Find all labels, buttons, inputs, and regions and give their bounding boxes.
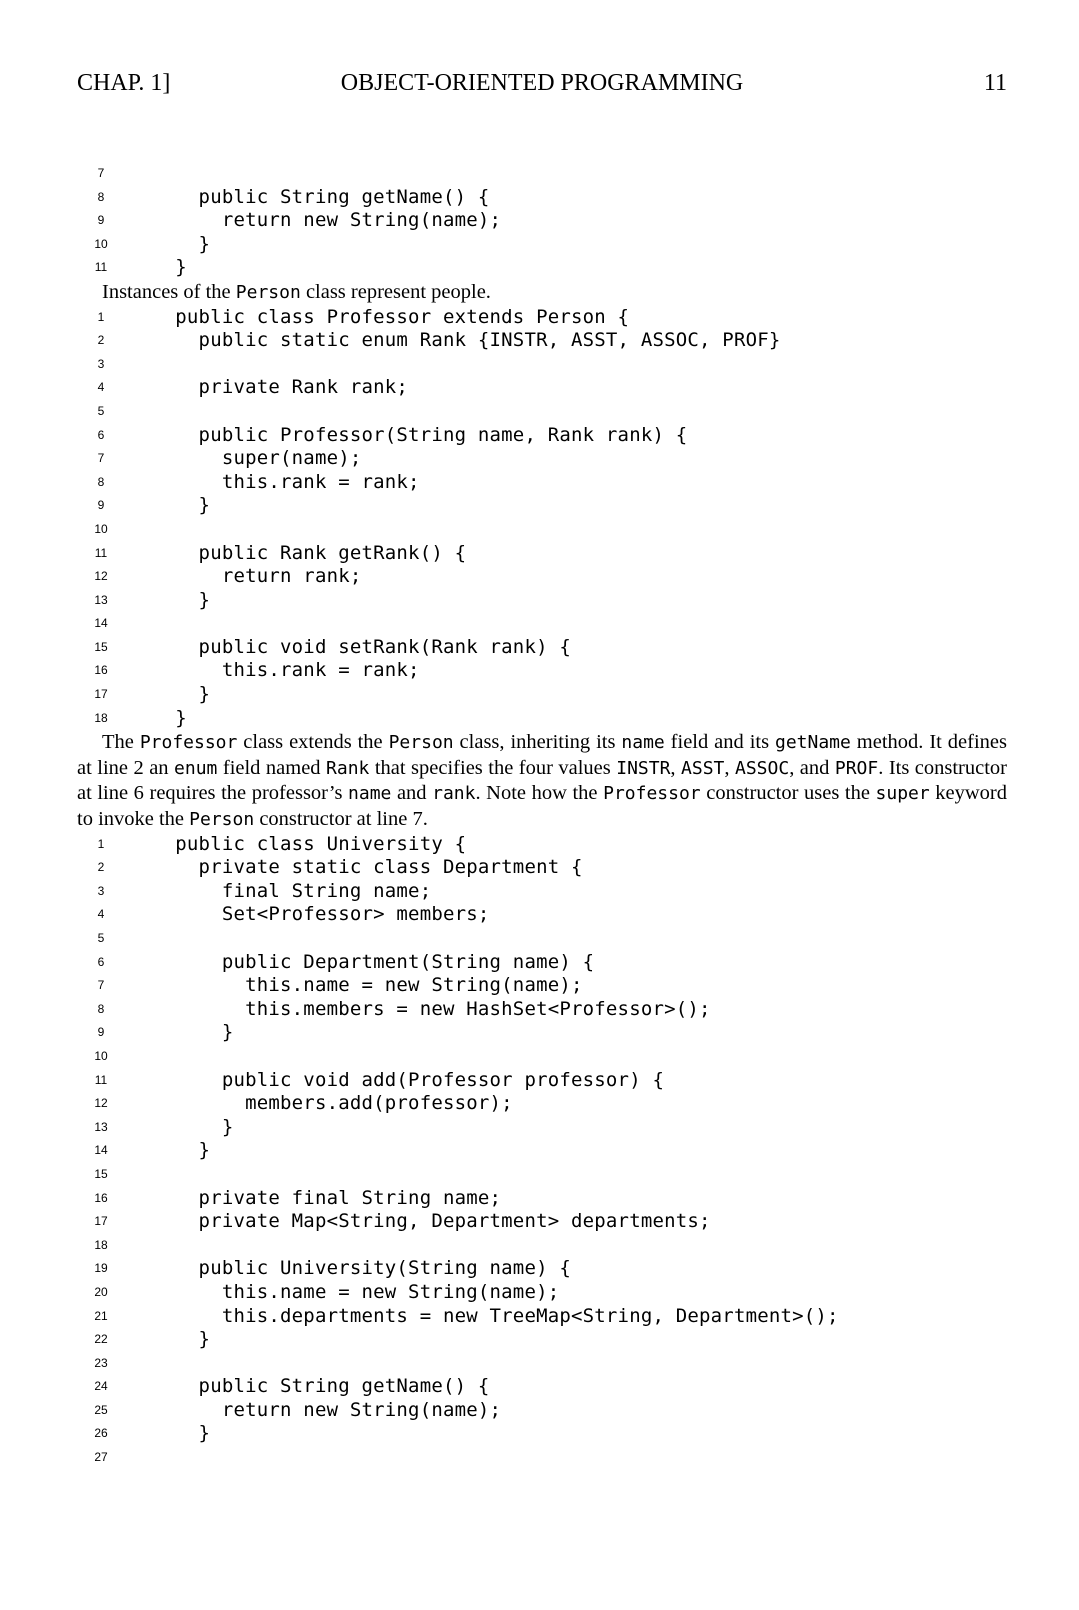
code-line <box>77 589 1007 613</box>
code-line <box>77 400 1007 424</box>
code-line <box>77 1021 1007 1045</box>
prose-text: method. It defines at line 2 an <box>77 731 1007 779</box>
line-number: 3 <box>97 883 105 898</box>
code-line <box>77 659 1007 683</box>
prose-text: constructor at line 7. <box>254 808 428 831</box>
code-line <box>77 1305 1007 1329</box>
code-text: public Rank getRank() { <box>152 541 467 564</box>
code-text: final String name; <box>152 879 432 902</box>
inline-code: Professor <box>603 783 701 805</box>
page-number: 11 <box>983 70 1007 96</box>
code-line <box>77 542 1007 566</box>
prose-text: constructor uses the <box>700 782 876 805</box>
code-line <box>77 209 1007 233</box>
code-line <box>77 233 1007 257</box>
code-line <box>77 1234 1007 1258</box>
line-number: 10 <box>94 236 108 251</box>
line-number: 14 <box>94 616 108 631</box>
prose-text: field and its <box>664 731 775 754</box>
code-text: } <box>152 1021 234 1044</box>
code-text: this.rank = rank; <box>152 470 420 493</box>
code-text: } <box>152 232 211 255</box>
prose-text: that specifies the four values <box>369 756 617 779</box>
inline-code: super <box>875 783 930 805</box>
code-text: public class Professor extends Person { <box>152 305 630 328</box>
code-line <box>77 1116 1007 1140</box>
code-text: private static class Department { <box>152 856 583 879</box>
line-number: 7 <box>97 451 105 466</box>
line-number: 21 <box>94 1308 108 1323</box>
inline-code: Rank <box>326 757 370 779</box>
paragraph-professor-explanation <box>77 730 1007 832</box>
prose-text: and <box>391 782 433 805</box>
prose-text: field named <box>217 756 327 779</box>
code-text: } <box>152 1115 234 1138</box>
line-number: 24 <box>94 1379 108 1394</box>
line-number: 9 <box>97 1025 105 1040</box>
line-number: 8 <box>97 474 105 489</box>
code-text: return new String(name); <box>152 209 502 232</box>
inline-code: rank <box>432 783 476 805</box>
code-line <box>77 1399 1007 1423</box>
line-number: 13 <box>94 592 108 607</box>
line-number: 22 <box>94 1332 108 1347</box>
code-text: this.name = new String(name); <box>152 1280 560 1303</box>
inline-code: ASSOC <box>735 757 790 779</box>
code-line <box>77 1281 1007 1305</box>
code-line <box>77 998 1007 1022</box>
line-number: 16 <box>94 663 108 678</box>
line-number: 4 <box>97 380 105 395</box>
code-line <box>77 1446 1007 1470</box>
line-number: 17 <box>94 1214 108 1229</box>
chapter-label: CHAP. 1] <box>77 70 171 96</box>
code-text: members.add(professor); <box>152 1092 513 1115</box>
prose-text: The <box>102 731 140 754</box>
running-header <box>77 70 1007 104</box>
line-number: 6 <box>97 954 105 969</box>
code-text: } <box>152 1139 211 1162</box>
code-text: private Map<String, Department> departments; <box>152 1210 711 1233</box>
line-number: 18 <box>94 1237 108 1252</box>
prose-text: class extends the <box>237 731 389 754</box>
prose-text: , and <box>789 756 835 779</box>
line-number: 11 <box>94 1072 108 1087</box>
inline-code: ASST <box>681 757 725 779</box>
code-text: public static enum Rank {INSTR, ASST, ASSOC, PROF} <box>152 329 781 352</box>
line-number: 11 <box>94 545 108 560</box>
line-number: 12 <box>94 1096 108 1111</box>
code-text: } <box>152 494 211 517</box>
code-line <box>77 186 1007 210</box>
prose-text: Instances of the <box>102 280 236 303</box>
code-line <box>77 951 1007 975</box>
code-text: private final String name; <box>152 1186 502 1209</box>
prose-text: class, inheriting its <box>453 731 622 754</box>
code-line <box>77 1139 1007 1163</box>
line-number: 2 <box>97 333 105 348</box>
line-number: 10 <box>94 1048 108 1063</box>
code-line <box>77 256 1007 280</box>
code-line <box>77 880 1007 904</box>
code-line <box>77 329 1007 353</box>
code-line <box>77 683 1007 707</box>
prose-text: class represent people. <box>300 280 491 303</box>
code-text: return rank; <box>152 565 362 588</box>
code-line <box>77 1375 1007 1399</box>
code-line <box>77 1187 1007 1211</box>
line-number: 10 <box>94 521 108 536</box>
code-line <box>77 162 1007 186</box>
line-number: 5 <box>97 931 105 945</box>
line-number: 25 <box>94 1402 108 1417</box>
code-text: public class University { <box>152 832 467 855</box>
code-line <box>77 1257 1007 1281</box>
code-text: public Professor(String name, Rank rank) { <box>152 423 688 446</box>
line-number: 16 <box>94 1190 108 1205</box>
code-text: return new String(name); <box>152 1398 502 1421</box>
line-number: 5 <box>97 403 105 418</box>
code-line <box>77 1328 1007 1352</box>
code-text: private Rank rank; <box>152 376 409 399</box>
line-number: 1 <box>97 836 105 851</box>
code-line <box>77 1422 1007 1446</box>
code-line <box>77 1092 1007 1116</box>
code-text: super(name); <box>152 447 362 470</box>
code-line <box>77 447 1007 471</box>
code-text: } <box>152 683 211 706</box>
line-number: 2 <box>97 860 105 875</box>
line-number: 20 <box>94 1284 108 1299</box>
line-number: 18 <box>94 710 108 725</box>
line-number: 8 <box>97 189 105 204</box>
code-text: this.rank = rank; <box>152 659 420 682</box>
line-number: 23 <box>94 1355 108 1370</box>
code-line <box>77 903 1007 927</box>
code-line <box>77 856 1007 880</box>
line-number: 27 <box>94 1450 108 1465</box>
code-line <box>77 1352 1007 1376</box>
line-number: 26 <box>94 1426 108 1441</box>
code-text: } <box>152 256 187 279</box>
line-number: 7 <box>97 978 105 993</box>
code-line <box>77 376 1007 400</box>
code-text: } <box>152 706 187 729</box>
line-number: 4 <box>97 907 105 922</box>
code-line <box>77 424 1007 448</box>
code-line <box>77 636 1007 660</box>
prose-text: . Its constructor at line 6 requires the professor’s <box>77 756 1008 805</box>
prose-text: keyword to invoke the <box>77 782 1008 831</box>
line-number: 8 <box>97 1001 105 1016</box>
line-number: 6 <box>97 427 105 442</box>
inline-code: Person <box>189 809 255 831</box>
line-number: 15 <box>94 1166 108 1181</box>
code-line <box>77 565 1007 589</box>
code-listing-person-end <box>77 162 1007 280</box>
code-line <box>77 1163 1007 1187</box>
line-number: 13 <box>94 1119 108 1134</box>
code-line <box>77 1045 1007 1069</box>
code-line <box>77 927 1007 951</box>
inline-code: Person <box>388 732 454 754</box>
inline-code: name <box>348 783 392 805</box>
code-line <box>77 306 1007 330</box>
code-text: } <box>152 588 211 611</box>
line-number: 12 <box>94 569 108 584</box>
line-number: 17 <box>94 687 108 702</box>
inline-code: Professor <box>139 732 238 754</box>
line-number: 1 <box>97 309 105 324</box>
inline-code: name <box>621 732 665 754</box>
line-number: 11 <box>94 260 108 275</box>
code-line <box>77 518 1007 542</box>
code-line <box>77 494 1007 518</box>
code-text: this.departments = new TreeMap<String, Department>(); <box>152 1304 839 1327</box>
line-number: 9 <box>97 498 105 513</box>
prose-text: , <box>670 756 682 779</box>
prose-text: . Note how the <box>475 782 604 805</box>
code-line <box>77 707 1007 731</box>
inline-code: Person <box>235 281 301 303</box>
line-number: 7 <box>97 166 105 180</box>
line-number: 15 <box>94 639 108 654</box>
code-text: this.members = new HashSet<Professor>(); <box>152 997 711 1020</box>
prose-text: , <box>724 756 735 779</box>
inline-code: getName <box>775 732 851 754</box>
inline-code: PROF <box>834 757 879 779</box>
code-listing-university <box>77 833 1007 1470</box>
code-text: this.name = new String(name); <box>152 974 583 997</box>
line-number: 9 <box>97 213 105 228</box>
inline-code: enum <box>174 757 218 779</box>
code-text: public String getName() { <box>152 185 490 208</box>
paragraph-person <box>77 280 1007 306</box>
code-text: } <box>152 1328 211 1351</box>
code-line <box>77 833 1007 857</box>
code-line <box>77 471 1007 495</box>
code-text: Set<Professor> members; <box>152 903 490 926</box>
chapter-title: OBJECT-ORIENTED PROGRAMMING <box>340 70 744 96</box>
line-number: 19 <box>94 1261 108 1276</box>
code-text: public Department(String name) { <box>152 950 595 973</box>
code-text: } <box>152 1422 211 1445</box>
inline-code: INSTR <box>616 757 671 779</box>
line-number: 14 <box>94 1143 108 1158</box>
code-line <box>77 1210 1007 1234</box>
code-line <box>77 612 1007 636</box>
page-content <box>77 162 1007 1470</box>
code-text: public String getName() { <box>152 1375 490 1398</box>
code-text: public void add(Professor professor) { <box>152 1068 665 1091</box>
code-line <box>77 1069 1007 1093</box>
code-listing-professor <box>77 306 1007 731</box>
code-text: public University(String name) { <box>152 1257 572 1280</box>
code-line <box>77 353 1007 377</box>
line-number: 3 <box>97 356 105 371</box>
code-text: public void setRank(Rank rank) { <box>152 635 572 658</box>
code-line <box>77 974 1007 998</box>
